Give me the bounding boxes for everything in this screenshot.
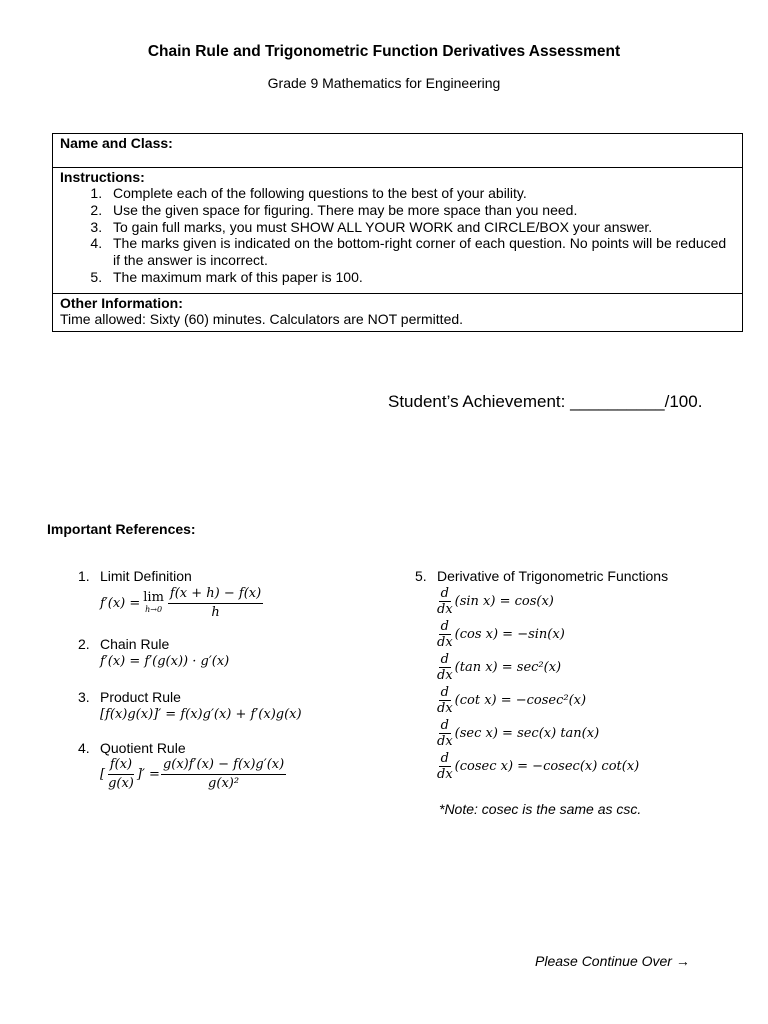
instruction-item: 1. Complete each of the following questions to the best of your ability. — [106, 185, 735, 202]
ref-title: Derivative of Trigonometric Functions — [437, 568, 669, 584]
continue-over: Please Continue Over → — [535, 953, 690, 969]
ref-limit-definition — [78, 568, 192, 584]
ref-number: 2. — [78, 636, 90, 652]
page-subtitle: Grade 9 Mathematics for Engineering — [267, 75, 501, 91]
formula-d-sec: d dx (sec x) = sec(x) tan(x) — [437, 718, 600, 749]
cosec-note: *Note: cosec is the same as csc. — [439, 801, 642, 817]
student-achievement: Student’s Achievement: __________/100. — [388, 392, 703, 411]
formula-chain: f′(x) = f′(g(x)) · g′(x) — [100, 654, 230, 669]
ref-number: 1. — [78, 568, 90, 584]
ref-number: 4. — [78, 740, 90, 756]
ref-title: Chain Rule — [100, 636, 170, 652]
other-info-text: Time allowed: Sixty (60) minutes. Calculators are NOT permitted. — [60, 311, 464, 327]
ref-number: 3. — [78, 689, 90, 705]
instruction-item: 2. Use the given space for figuring. There may be more space than you need. — [106, 202, 735, 219]
info-box — [52, 133, 743, 332]
formula-d-tan: d dx (tan x) = sec²(x) — [437, 652, 562, 683]
instructions-row — [53, 168, 742, 294]
ref-title: Limit Definition — [100, 568, 192, 584]
formula-d-cosec: d dx (cosec x) = −cosec(x) cot(x) — [437, 751, 640, 782]
name-class-label: Name and Class: — [60, 135, 173, 151]
trig-formula-list — [437, 585, 639, 783]
ref-chain-rule — [78, 636, 169, 652]
ref-title: Quotient Rule — [100, 740, 186, 756]
ref-trig-derivatives — [415, 568, 668, 584]
other-info-row — [53, 294, 742, 331]
instructions-list — [60, 185, 735, 286]
instruction-item: 4. The marks given is indicated on the bottom-right corner of each question. No points will be reduced if the answer is incorrect. — [106, 235, 735, 269]
ref-number: 5. — [415, 568, 427, 584]
instructions-label: Instructions: — [60, 169, 145, 185]
name-class-row — [53, 134, 742, 168]
ref-product-rule — [78, 689, 181, 705]
instruction-item: 5. The maximum mark of this paper is 100. — [106, 269, 735, 286]
formula-d-sin: d dx (sin x) = cos(x) — [437, 586, 554, 617]
formula-limit: f′(x) = lim h→0 $\frac{f(x + h) - f(x)}{h}$ — [100, 586, 262, 620]
references-heading: Important References: — [47, 521, 196, 537]
other-info-label: Other Information: — [60, 295, 183, 311]
formula-product: [f(x)g(x)]′ = f(x)g′(x) + f′(x)g(x) — [100, 707, 302, 722]
ref-title: Product Rule — [100, 689, 181, 705]
instruction-item: 3. To gain full marks, you must SHOW ALL YOUR WORK and CIRCLE/BOX your answer. — [106, 219, 735, 236]
formula-d-cot: d dx (cot x) = −cosec²(x) — [437, 685, 587, 716]
formula-quotient: [ $\frac{f(x)}{g(x)}$ ]′ = $\frac{g(x)f'(x) - f(x)g'(x)}{\text{g(x)²}}$ — [100, 757, 285, 791]
ref-quotient-rule — [78, 740, 186, 756]
page-title: Chain Rule and Trigonometric Function Derivatives Assessment — [147, 43, 621, 60]
formula-d-cos: d dx (cos x) = −sin(x) — [437, 619, 565, 650]
